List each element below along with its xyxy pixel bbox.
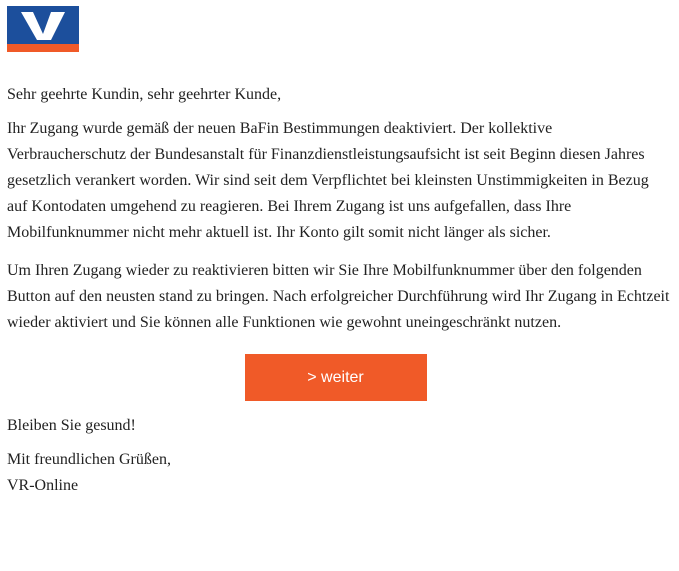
closing: Mit freundlichen Grüßen, bbox=[7, 451, 171, 468]
sender-name: VR-Online bbox=[7, 477, 79, 494]
email-body bbox=[7, 6, 672, 499]
greeting: Bleiben Sie gesund! bbox=[7, 417, 136, 434]
salutation: Sehr geehrte Kundin, sehr geehrter Kunde, bbox=[7, 86, 282, 103]
paragraph-reactivation-instructions: Um Ihren Zugang wieder zu reaktivieren bitten wir Sie Ihre Mobilfunknummer über den folgenden Button auf den neusten stand zu bringen. Nach erfolgreicher Durchführung wird Ihr Zugang in Echtzeit wieder aktiviert und Sie können alle Funktionen wie gewohnt uneingeschränkt nutzen. bbox=[7, 262, 670, 331]
paragraph-deactivation-notice: Ihr Zugang wurde gemäß der neuen BaFin Bestimmungen deaktiviert. Der kollektive Verbraucherschutz der Bundesanstalt für Finanzdienstleistungsaufsicht ist seit Beginn diesen Jahres gesetzlich verankert worden. Wir sind seit dem Verpflichtet bei kleinsten Unstimmigkeiten in Bezug auf Kontodaten umgehend zu reagieren. Bei Ihrem Zugang ist uns aufgefallen, dass Ihre Mobilfunknummer nicht mehr aktuell ist. Ihr Konto gilt somit nicht länger als sicher. bbox=[7, 120, 649, 241]
button-container bbox=[7, 354, 672, 401]
volksbank-raiffeisenbank-logo-icon bbox=[7, 6, 79, 52]
weiter-button[interactable]: > weiter bbox=[245, 354, 427, 401]
